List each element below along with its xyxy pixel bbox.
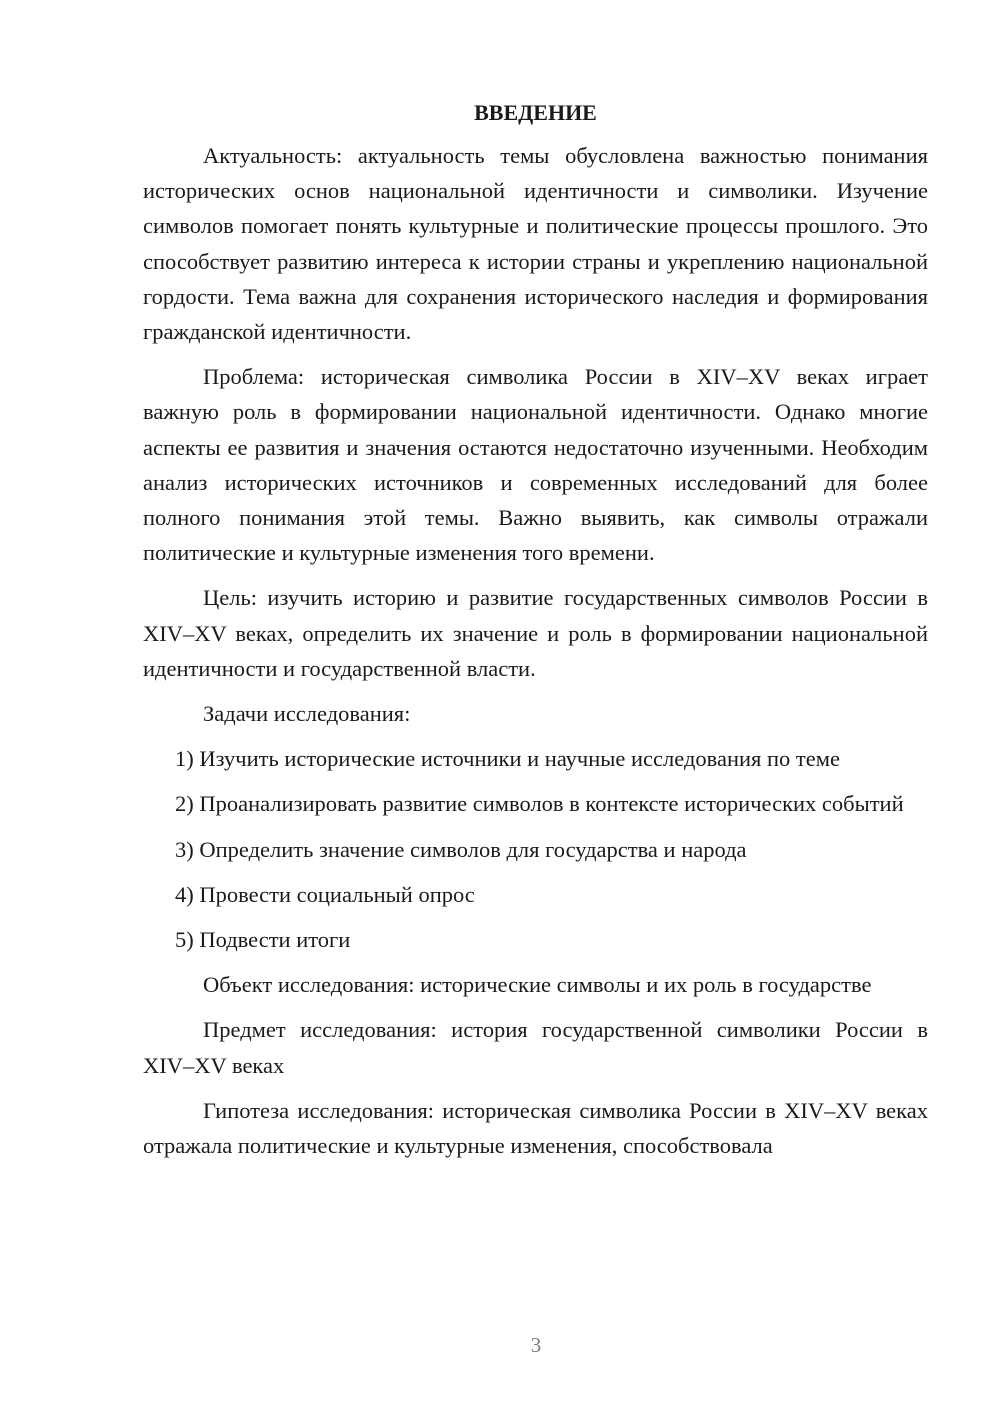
section-heading: ВВЕДЕНИЕ bbox=[474, 100, 597, 125]
paragraph-subject: Предмет исследования: история государственной символики России в XIV–XV веках bbox=[143, 1017, 928, 1078]
tasks-title: Задачи исследования: bbox=[203, 701, 411, 727]
task-item-3: 3) Определить значение символов для государства и народа bbox=[175, 836, 747, 862]
paragraph-problem: Проблема: историческая символика России в XIV–XV веках играет важную роль в формировании национальной идентичности. Однако многие аспекты ее развития и значения остаются недостаточно изученными. Необходим анализ исторических источников и современных исследований для более полного понимания этой темы. Важно выявить, как символы отражали политические и культурные изменения того времени. bbox=[143, 364, 928, 566]
task-item-5: 5) Подвести итоги bbox=[175, 927, 351, 953]
page-content bbox=[143, 96, 928, 1173]
task-item-2: 2) Проанализировать развитие символов в контексте исторических событий bbox=[175, 791, 904, 817]
paragraph-goal: Цель: изучить историю и развитие государственных символов России в XIV–XV веках, определить их значение и роль в формировании национальной идентичности и государственной власти. bbox=[143, 585, 928, 681]
page-number: 3 bbox=[530, 1333, 542, 1357]
paragraph-object: Объект исследования: исторические символы и их роль в государстве bbox=[203, 972, 872, 998]
task-item-4: 4) Провести социальный опрос bbox=[175, 881, 475, 907]
paragraph-actuality: Актуальность: актуальность темы обусловлена важностью понимания исторических основ национальной идентичности и символики. Изучение символов помогает понять культурные и политические процессы прошлого. Это способствует развитию интереса к истории страны и укреплению национальной гордости. Тема важна для сохранения исторического наследия и формирования гражданской идентичности. bbox=[143, 143, 928, 345]
paragraph-hypothesis: Гипотеза исследования: историческая символика России в XIV–XV веках отражала политические и культурные изменения, способствовала bbox=[143, 1097, 928, 1159]
task-item-1: 1) Изучить исторические источники и научные исследования по теме bbox=[175, 746, 840, 772]
